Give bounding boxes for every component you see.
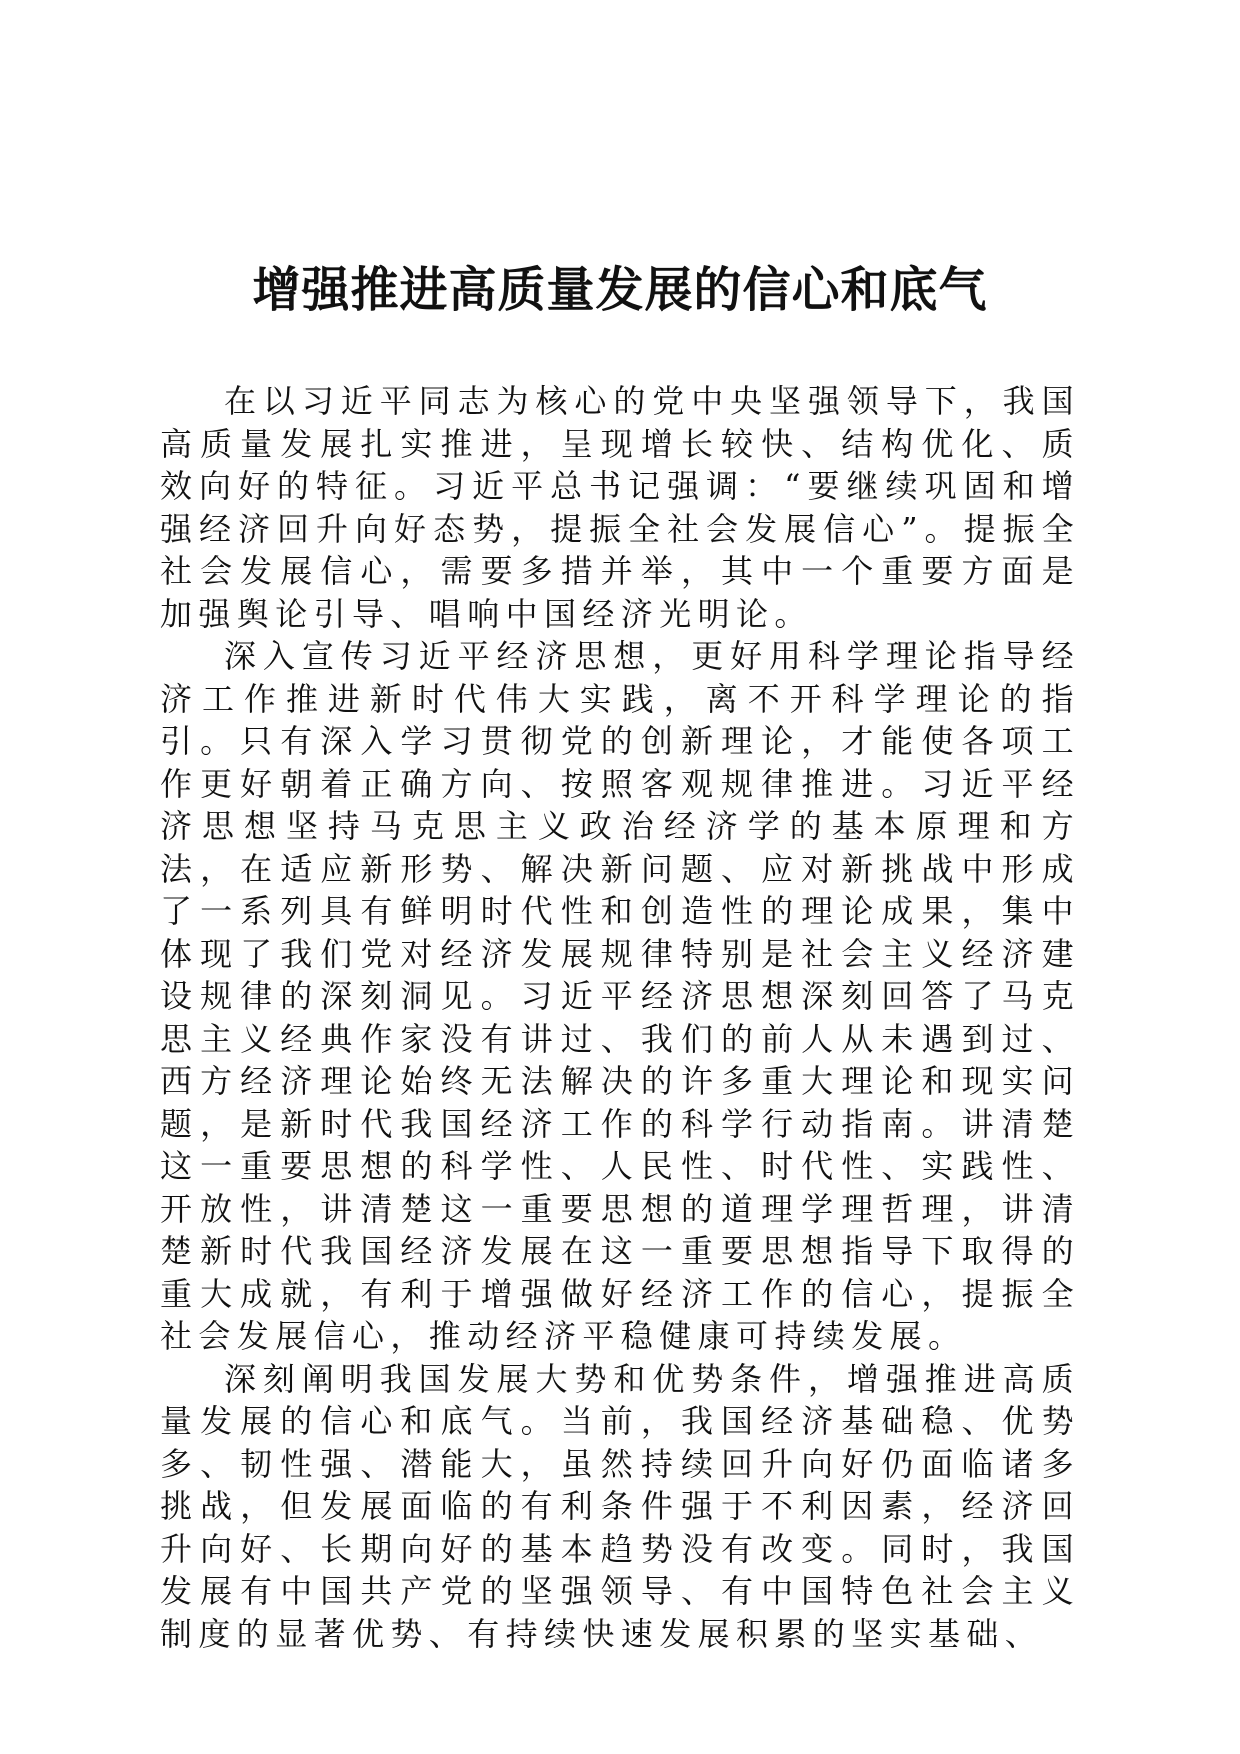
paragraph: 深刻阐明我国发展大势和优势条件，增强推进高质量发展的信心和底气。当前，我国经济基础稳、优势多、韧性强、潜能大，虽然持续回升向好仍面临诸多挑战，但发展面临的有利条件强于不利因素，经济回升向好、长期向好的基本趋势没有改变。同时，我国发展有中国共产党的坚强领导、有中国特色社会主义制度的显著优势、有持续快速发展积累的坚实基础、 xyxy=(160,1359,1080,1653)
document-body xyxy=(160,380,1080,1655)
document-title: 增强推进高质量发展的信心和底气 xyxy=(252,262,988,318)
paragraph: 深入宣传习近平经济思想，更好用科学理论指导经济工作推进新时代伟大实践，离不开科学理论的指引。只有深入学习贯彻党的创新理论，才能使各项工作更好朝着正确方向、按照客观规律推进。习近平经济思想坚持马克思主义政治经济学的基本原理和方法，在适应新形势、解决新问题、应对新挑战中形成了一系列具有鲜明时代性和创造性的理论成果，集中体现了我们党对经济发展规律特别是社会主义经济建设规律的深刻洞见。习近平经济思想深刻回答了马克思主义经典作家没有讲过、我们的前人从未遇到过、西方经济理论始终无法解决的许多重大理论和现实问题，是新时代我国经济工作的科学行动指南。讲清楚这一重要思想的科学性、人民性、时代性、实践性、开放性，讲清楚这一重要思想的道理学理哲理，讲清楚新时代我国经济发展在这一重要思想指导下取得的重大成就，有利于增强做好经济工作的信心，提振全社会发展信心，推动经济平稳健康可持续发展。 xyxy=(160,637,1080,1355)
paragraph: 在以习近平同志为核心的党中央坚强领导下，我国高质量发展扎实推进，呈现增长较快、结构优化、质效向好的特征。习近平总书记强调：“要继续巩固和增强经济回升向好态势，提振全社会发展信心”。提振全社会发展信心，需要多措并举，其中一个重要方面是加强舆论引导、唱响中国经济光明论。 xyxy=(160,382,1080,633)
